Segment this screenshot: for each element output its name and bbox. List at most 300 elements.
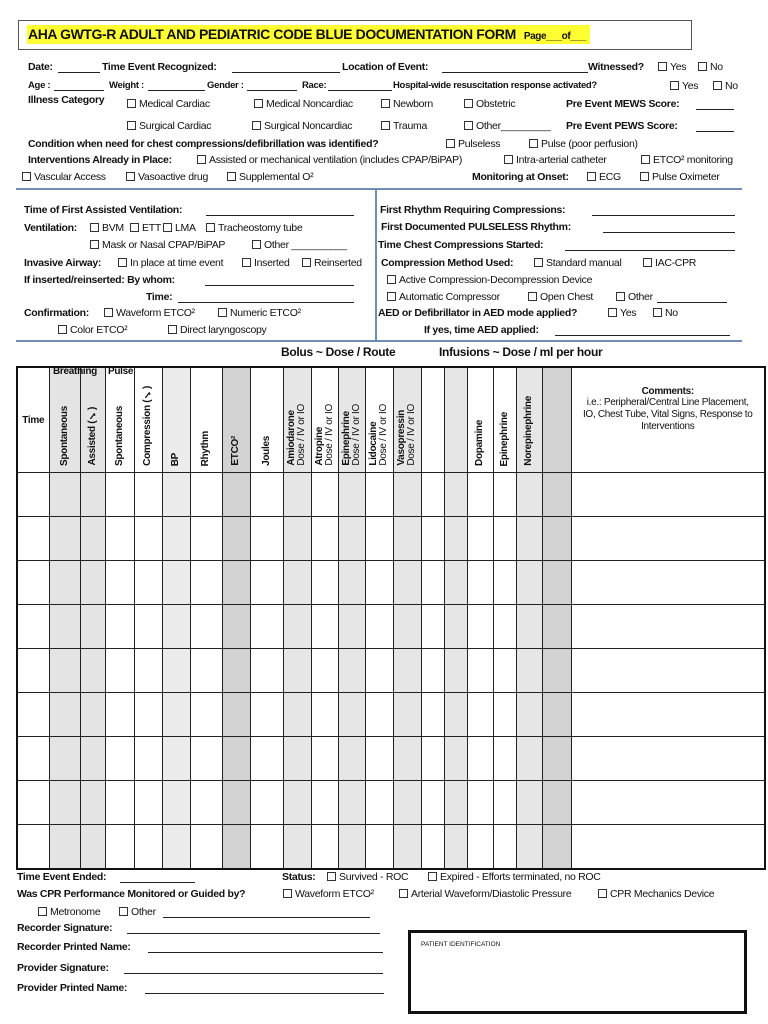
provider-name-field[interactable] <box>145 993 384 994</box>
table-cell[interactable] <box>444 825 467 870</box>
illness-other-checkbox[interactable]: Other_________ <box>464 120 551 132</box>
table-cell[interactable] <box>542 693 571 737</box>
assisted-ventilation-checkbox[interactable]: Assisted or mechanical ventilation (includes CPAP/BiPAP) <box>197 154 462 166</box>
table-cell[interactable] <box>571 473 765 517</box>
aed-time-label: If yes, time AED applied: <box>424 324 539 336</box>
table-cell[interactable] <box>365 825 393 870</box>
column-header <box>493 367 516 473</box>
aed-time-field[interactable] <box>555 335 730 336</box>
survived-checkbox[interactable]: Survived - ROC <box>327 871 408 883</box>
table-cell[interactable] <box>250 473 283 517</box>
aed-yes-checkbox[interactable]: Yes <box>608 307 636 319</box>
table-cell[interactable] <box>311 781 338 825</box>
table-cell[interactable] <box>283 737 311 781</box>
section-divider <box>16 340 742 342</box>
table-cell[interactable] <box>421 561 444 605</box>
table-cell[interactable] <box>571 517 765 561</box>
provider-signature-field[interactable] <box>124 973 383 974</box>
table-cell[interactable] <box>444 693 467 737</box>
table-cell[interactable] <box>311 517 338 561</box>
table-cell[interactable] <box>222 825 250 870</box>
cpr-mechanics-checkbox[interactable]: CPR Mechanics Device <box>598 888 714 900</box>
table-cell[interactable] <box>283 781 311 825</box>
automatic-compressor-checkbox[interactable]: Automatic Compressor <box>387 291 500 303</box>
table-cell[interactable] <box>571 825 765 870</box>
table-cell[interactable] <box>283 561 311 605</box>
table-cell[interactable] <box>49 737 80 781</box>
table-cell[interactable] <box>134 649 162 693</box>
table-cell[interactable] <box>17 473 49 517</box>
column-label: Spontaneous <box>113 405 125 466</box>
vasoactive-drug-checkbox[interactable]: Vasoactive drug <box>126 171 208 183</box>
in-place-checkbox[interactable]: In place at time event <box>118 257 223 269</box>
table-cell[interactable] <box>283 517 311 561</box>
table-cell[interactable] <box>444 605 467 649</box>
table-cell[interactable] <box>283 605 311 649</box>
table-cell[interactable] <box>365 693 393 737</box>
table-cell[interactable] <box>393 561 421 605</box>
pulse-poor-checkbox[interactable]: Pulse (poor perfusion) <box>529 138 638 150</box>
recorder-signature-field[interactable] <box>127 933 380 934</box>
no-label: No <box>710 61 723 73</box>
illness-newborn-checkbox[interactable]: Newborn <box>381 98 433 110</box>
table-cell[interactable] <box>134 737 162 781</box>
table-cell[interactable] <box>365 473 393 517</box>
table-cell[interactable] <box>162 781 190 825</box>
iac-cpr-checkbox[interactable]: IAC-CPR <box>643 257 696 269</box>
illness-surgical-noncardiac-checkbox[interactable]: Surgical Noncardiac <box>252 120 352 132</box>
table-cell[interactable] <box>421 473 444 517</box>
ventilation-label: Ventilation: <box>24 222 77 234</box>
table-cell[interactable] <box>421 825 444 870</box>
table-cell[interactable] <box>571 693 765 737</box>
table-cell[interactable] <box>17 825 49 870</box>
table-cell[interactable] <box>49 561 80 605</box>
table-cell[interactable] <box>421 605 444 649</box>
table-cell[interactable] <box>80 561 105 605</box>
table-cell[interactable] <box>467 473 493 517</box>
column-header <box>162 367 190 473</box>
table-cell[interactable] <box>444 473 467 517</box>
table-cell[interactable] <box>105 693 134 737</box>
table-cell[interactable] <box>190 781 222 825</box>
table-cell[interactable] <box>105 473 134 517</box>
table-cell[interactable] <box>17 517 49 561</box>
ecg-checkbox[interactable]: ECG <box>587 171 621 183</box>
table-cell[interactable] <box>493 649 516 693</box>
illness-medical-noncardiac-checkbox[interactable]: Medical Noncardiac <box>254 98 353 110</box>
recorder-name-field[interactable] <box>148 952 383 953</box>
table-cell[interactable] <box>467 605 493 649</box>
aed-label: AED or Defibrillator in AED mode applied? <box>378 307 578 319</box>
table-cell[interactable] <box>250 825 283 870</box>
table-cell[interactable] <box>516 605 542 649</box>
table-cell[interactable] <box>338 561 365 605</box>
table-cell[interactable] <box>516 473 542 517</box>
table-cell[interactable] <box>393 517 421 561</box>
table-cell[interactable] <box>134 473 162 517</box>
expired-checkbox[interactable]: Expired - Efforts terminated, no ROC <box>428 871 601 883</box>
table-cell[interactable] <box>542 517 571 561</box>
table-cell[interactable] <box>190 605 222 649</box>
table-cell[interactable] <box>393 693 421 737</box>
table-cell[interactable] <box>311 649 338 693</box>
column-label: Epinephrine <box>498 411 510 466</box>
table-cell[interactable] <box>467 737 493 781</box>
table-cell[interactable] <box>49 781 80 825</box>
table-cell[interactable] <box>80 781 105 825</box>
table-cell[interactable] <box>571 737 765 781</box>
table-cell[interactable] <box>393 737 421 781</box>
table-cell[interactable] <box>190 825 222 870</box>
table-cell[interactable] <box>338 517 365 561</box>
table-cell[interactable] <box>338 825 365 870</box>
table-cell[interactable] <box>338 473 365 517</box>
first-vent-field[interactable] <box>206 215 354 216</box>
checkbox-icon <box>302 258 311 267</box>
checkbox-icon <box>381 121 390 130</box>
yes-label: Yes <box>682 80 699 92</box>
gender-field[interactable] <box>247 90 297 91</box>
patient-identification-box[interactable] <box>408 930 747 1014</box>
table-cell[interactable] <box>516 649 542 693</box>
column-header <box>542 367 571 473</box>
table-cell[interactable] <box>190 517 222 561</box>
table-cell[interactable] <box>444 649 467 693</box>
table-cell[interactable] <box>80 649 105 693</box>
table-cell[interactable] <box>338 737 365 781</box>
table-cell[interactable] <box>393 605 421 649</box>
table-cell[interactable] <box>283 649 311 693</box>
table-cell[interactable] <box>222 561 250 605</box>
reinserted-checkbox[interactable]: Reinserted <box>302 257 362 269</box>
table-cell[interactable] <box>311 605 338 649</box>
pulse-oximeter-checkbox[interactable]: Pulse Oximeter <box>640 171 720 183</box>
location-label: Location of Event: <box>342 61 429 73</box>
table-cell[interactable] <box>134 825 162 870</box>
column-label: Norepinephrine <box>523 396 534 466</box>
cpr-other-field[interactable] <box>163 917 370 918</box>
by-whom-field[interactable] <box>205 285 354 286</box>
table-cell[interactable] <box>17 649 49 693</box>
table-cell[interactable] <box>571 605 765 649</box>
location-field[interactable] <box>442 72 588 73</box>
page-of-field[interactable]: Page___of___ <box>523 31 586 42</box>
metronome-checkbox[interactable]: Metronome <box>38 906 100 918</box>
table-cell[interactable] <box>17 693 49 737</box>
table-cell[interactable] <box>467 825 493 870</box>
illness-trauma-checkbox[interactable]: Trauma <box>381 120 427 132</box>
invasive-airway-label: Invasive Airway: <box>24 257 102 269</box>
table-cell[interactable] <box>516 825 542 870</box>
time-recognized-field[interactable] <box>232 72 340 73</box>
table-cell[interactable] <box>311 561 338 605</box>
table-cell[interactable] <box>162 561 190 605</box>
open-chest-checkbox[interactable]: Open Chest <box>528 291 593 303</box>
illness-medical-cardiac-checkbox[interactable]: Medical Cardiac <box>127 98 210 110</box>
table-cell[interactable] <box>49 825 80 870</box>
table-cell[interactable] <box>421 781 444 825</box>
table-cell[interactable] <box>283 825 311 870</box>
table-cell[interactable] <box>311 825 338 870</box>
table-cell[interactable] <box>365 605 393 649</box>
compressions-started-field[interactable] <box>565 250 735 251</box>
table-cell[interactable] <box>571 649 765 693</box>
cpr-other-checkbox[interactable]: Other <box>119 906 156 918</box>
color-etco2-checkbox[interactable]: Color ETCO² <box>58 324 127 336</box>
table-cell[interactable] <box>105 517 134 561</box>
table-cell[interactable] <box>80 473 105 517</box>
table-cell[interactable] <box>542 737 571 781</box>
pulseless-checkbox[interactable]: Pulseless <box>446 138 500 150</box>
table-cell[interactable] <box>250 693 283 737</box>
method-other-checkbox[interactable]: Other <box>616 291 653 303</box>
table-cell[interactable] <box>134 561 162 605</box>
table-cell[interactable] <box>542 825 571 870</box>
table-cell[interactable] <box>105 561 134 605</box>
direct-laryngoscopy-checkbox[interactable]: Direct laryngoscopy <box>168 324 267 336</box>
table-cell[interactable] <box>365 517 393 561</box>
table-cell[interactable] <box>542 561 571 605</box>
table-cell[interactable] <box>105 649 134 693</box>
table-cell[interactable] <box>365 649 393 693</box>
table-cell[interactable] <box>493 825 516 870</box>
pews-field[interactable] <box>696 131 734 132</box>
pulseless-rhythm-field[interactable] <box>603 232 735 233</box>
table-cell[interactable] <box>467 781 493 825</box>
table-cell[interactable] <box>162 825 190 870</box>
table-cell[interactable] <box>250 737 283 781</box>
airway-time-label: Time: <box>146 291 173 303</box>
hospital-wide-yes-checkbox[interactable] <box>670 80 698 92</box>
interventions-label: Interventions Already in Place: <box>28 154 172 166</box>
table-cell[interactable] <box>49 605 80 649</box>
table-cell[interactable] <box>421 693 444 737</box>
table-cell[interactable] <box>493 605 516 649</box>
infusion-heading: Infusions ~ Dose / ml per hour <box>439 345 603 359</box>
table-cell[interactable] <box>190 649 222 693</box>
table-cell[interactable] <box>338 605 365 649</box>
ett-checkbox[interactable]: ETT <box>130 222 161 234</box>
table-cell[interactable] <box>222 737 250 781</box>
weight-field[interactable] <box>148 90 205 91</box>
table-cell[interactable] <box>516 737 542 781</box>
cpr-waveform-etco2-checkbox[interactable]: Waveform ETCO² <box>283 888 374 900</box>
table-cell[interactable] <box>493 561 516 605</box>
table-cell[interactable] <box>134 517 162 561</box>
table-cell[interactable] <box>17 561 49 605</box>
table-cell[interactable] <box>444 781 467 825</box>
table-cell[interactable] <box>393 825 421 870</box>
table-cell[interactable] <box>421 517 444 561</box>
table-cell[interactable] <box>516 561 542 605</box>
title-text: AHA GWTG-R ADULT AND PEDIATRIC CODE BLUE DOCUMENTATION FORM <box>28 26 516 42</box>
table-cell[interactable] <box>365 561 393 605</box>
table-cell[interactable] <box>49 473 80 517</box>
table-cell[interactable] <box>222 517 250 561</box>
table-cell[interactable] <box>105 605 134 649</box>
numeric-etco2-checkbox[interactable]: Numeric ETCO² <box>218 307 301 319</box>
table-cell[interactable] <box>105 737 134 781</box>
weight-label: Weight : <box>109 80 144 91</box>
standard-manual-checkbox[interactable]: Standard manual <box>534 257 621 269</box>
table-cell[interactable] <box>467 693 493 737</box>
checkbox-icon <box>90 223 99 232</box>
lma-checkbox[interactable]: LMA <box>163 222 196 234</box>
table-cell[interactable] <box>393 473 421 517</box>
table-cell[interactable] <box>250 605 283 649</box>
column-label: Rhythm <box>200 430 211 466</box>
checkbox-icon <box>529 139 538 148</box>
table-cell[interactable] <box>250 561 283 605</box>
table-cell[interactable] <box>283 473 311 517</box>
table-cell[interactable] <box>338 693 365 737</box>
table-cell[interactable] <box>80 825 105 870</box>
table-cell[interactable] <box>162 517 190 561</box>
checkbox-icon <box>218 308 227 317</box>
table-cell[interactable] <box>493 781 516 825</box>
mews-field[interactable] <box>696 109 734 110</box>
bvm-checkbox[interactable]: BVM <box>90 222 124 234</box>
table-cell[interactable] <box>311 473 338 517</box>
vent-other-checkbox[interactable]: Other __________ <box>252 239 347 251</box>
table-cell[interactable] <box>222 781 250 825</box>
table-cell[interactable] <box>222 693 250 737</box>
table-cell[interactable] <box>421 649 444 693</box>
checkbox-icon <box>22 172 31 181</box>
supplemental-o2-checkbox[interactable]: Supplemental O² <box>227 171 313 183</box>
column-label: Atropine Dose / IV or IO <box>313 404 335 466</box>
column-header <box>49 367 80 473</box>
table-cell[interactable] <box>162 693 190 737</box>
table-cell[interactable] <box>80 693 105 737</box>
table-cell[interactable] <box>162 737 190 781</box>
table-cell[interactable] <box>134 693 162 737</box>
age-field[interactable] <box>54 90 104 91</box>
table-cell[interactable] <box>571 561 765 605</box>
aed-no-checkbox[interactable]: No <box>653 307 678 319</box>
table-cell[interactable] <box>222 649 250 693</box>
illness-surgical-cardiac-checkbox[interactable]: Surgical Cardiac <box>127 120 211 132</box>
table-cell[interactable] <box>105 825 134 870</box>
table-cell[interactable] <box>365 737 393 781</box>
table-cell[interactable] <box>162 473 190 517</box>
table-cell[interactable] <box>190 561 222 605</box>
table-cell[interactable] <box>493 473 516 517</box>
cpap-checkbox[interactable]: Mask or Nasal CPAP/BiPAP <box>90 239 225 251</box>
table-cell[interactable] <box>80 737 105 781</box>
table-cell[interactable] <box>311 737 338 781</box>
table-cell[interactable] <box>80 605 105 649</box>
hospital-wide-no-checkbox[interactable] <box>713 80 738 92</box>
table-cell[interactable] <box>49 517 80 561</box>
table-cell[interactable] <box>542 781 571 825</box>
table-cell[interactable] <box>134 781 162 825</box>
gender-label: Gender : <box>207 80 244 91</box>
table-cell[interactable] <box>444 517 467 561</box>
table-cell[interactable] <box>542 605 571 649</box>
table-cell[interactable] <box>493 737 516 781</box>
vascular-access-checkbox[interactable]: Vascular Access <box>22 171 106 183</box>
inserted-checkbox[interactable]: Inserted <box>242 257 290 269</box>
waveform-etco2-checkbox[interactable]: Waveform ETCO² <box>104 307 195 319</box>
active-compression-checkbox[interactable]: Active Compression-Decompression Device <box>387 274 592 286</box>
table-cell[interactable] <box>222 473 250 517</box>
etco2-monitoring-checkbox[interactable]: ETCO² monitoring <box>641 154 733 166</box>
first-rhythm-field[interactable] <box>592 215 735 216</box>
table-cell[interactable] <box>467 649 493 693</box>
table-cell[interactable] <box>338 649 365 693</box>
table-cell[interactable] <box>311 693 338 737</box>
illness-obstetric-checkbox[interactable]: Obstetric <box>464 98 515 110</box>
table-cell[interactable] <box>516 517 542 561</box>
table-cell[interactable] <box>393 649 421 693</box>
airway-time-field[interactable] <box>178 302 354 303</box>
table-cell[interactable] <box>190 473 222 517</box>
table-cell[interactable] <box>571 781 765 825</box>
table-cell[interactable] <box>250 517 283 561</box>
date-label: Date: <box>28 61 53 73</box>
witnessed-yes-checkbox[interactable] <box>658 61 686 73</box>
table-cell[interactable] <box>250 649 283 693</box>
table-cell[interactable] <box>222 605 250 649</box>
checkbox-icon <box>130 223 139 232</box>
table-cell[interactable] <box>190 737 222 781</box>
table-cell[interactable] <box>493 517 516 561</box>
table-cell[interactable] <box>134 605 162 649</box>
table-cell[interactable] <box>444 737 467 781</box>
tracheostomy-checkbox[interactable]: Tracheostomy tube <box>206 222 302 234</box>
table-cell[interactable] <box>49 649 80 693</box>
checkbox-icon <box>168 325 177 334</box>
table-cell[interactable] <box>338 781 365 825</box>
witnessed-no-checkbox[interactable] <box>698 61 723 73</box>
table-cell[interactable] <box>105 781 134 825</box>
table-cell[interactable] <box>493 693 516 737</box>
table-cell[interactable] <box>162 649 190 693</box>
table-cell[interactable] <box>283 693 311 737</box>
table-cell[interactable] <box>17 781 49 825</box>
intra-arterial-checkbox[interactable]: Intra-arterial catheter <box>504 154 607 166</box>
table-cell[interactable] <box>365 781 393 825</box>
table-cell[interactable] <box>162 605 190 649</box>
table-cell[interactable] <box>421 737 444 781</box>
table-cell[interactable] <box>516 781 542 825</box>
checkbox-icon <box>446 139 455 148</box>
table-cell[interactable] <box>49 693 80 737</box>
column-divider <box>375 190 377 342</box>
bolus-heading: Bolus ~ Dose / Route <box>281 345 396 359</box>
table-cell[interactable] <box>444 561 467 605</box>
table-cell[interactable] <box>80 517 105 561</box>
arterial-waveform-checkbox[interactable]: Arterial Waveform/Diastolic Pressure <box>399 888 571 900</box>
table-cell[interactable] <box>393 781 421 825</box>
race-field[interactable] <box>328 90 392 91</box>
table-cell[interactable] <box>467 561 493 605</box>
method-other-field[interactable] <box>657 302 727 303</box>
table-cell[interactable] <box>467 517 493 561</box>
checkbox-icon <box>608 308 617 317</box>
table-cell[interactable] <box>542 473 571 517</box>
table-cell[interactable] <box>190 693 222 737</box>
time-ended-field[interactable] <box>120 882 195 883</box>
table-cell[interactable] <box>250 781 283 825</box>
date-field[interactable] <box>58 72 100 73</box>
table-cell[interactable] <box>542 649 571 693</box>
table-cell[interactable] <box>516 693 542 737</box>
table-cell[interactable] <box>17 605 49 649</box>
table-cell[interactable] <box>17 737 49 781</box>
